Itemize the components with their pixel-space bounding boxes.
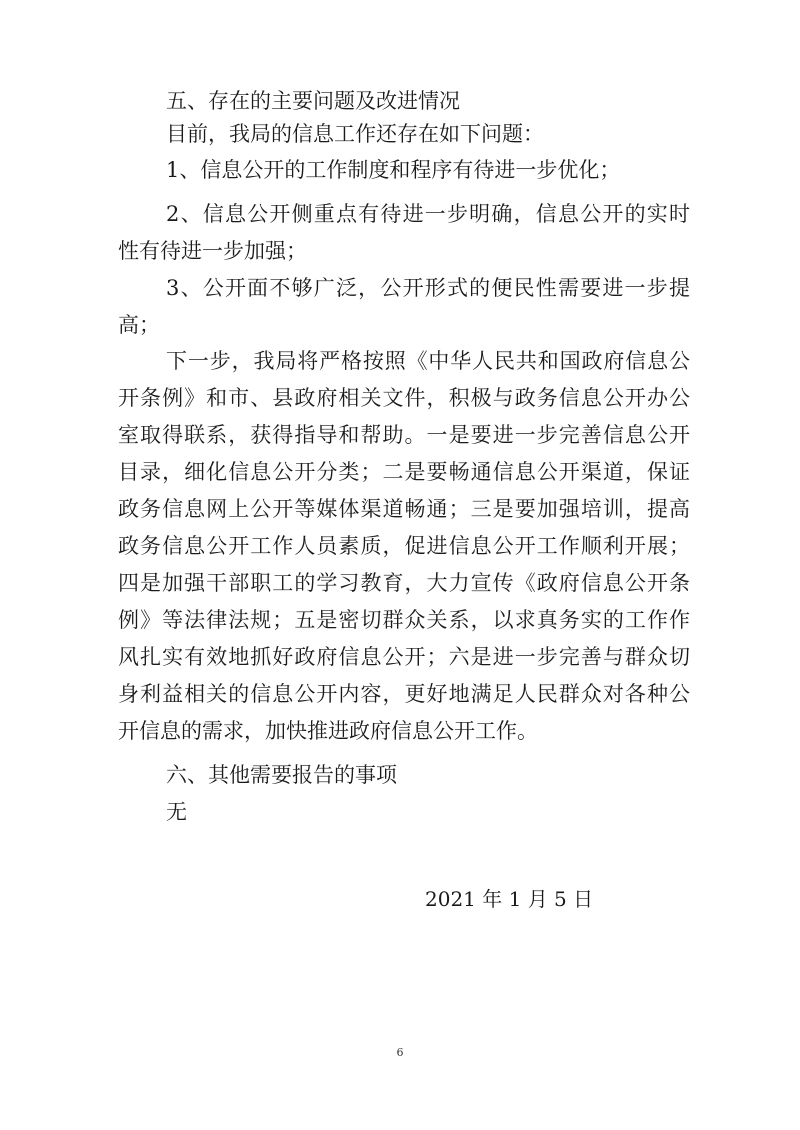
problem-1: 1、信息公开的工作制度和程序有待进一步优化；	[166, 158, 621, 182]
section6-content: 无	[166, 800, 187, 824]
next-steps-line: 开信息的需求，加快推进政府信息公开工作。	[118, 719, 538, 743]
next-steps-line: 身利益相关的信息公开内容，更好地满足人民群众对各种公	[118, 682, 690, 706]
problem-2-line2: 性有待进一步加强；	[118, 239, 307, 263]
problem-3-line1: 3、公开面不够广泛，公开形式的便民性需要进一步提	[166, 276, 690, 300]
next-steps-line: 四是加强干部职工的学习教育，大力宣传《政府信息公开条	[118, 571, 690, 595]
document-date: 2021 年 1 月 5 日	[425, 887, 594, 911]
problem-3-line2: 高；	[118, 313, 160, 337]
section5-heading: 五、存在的主要问题及改进情况	[166, 89, 460, 113]
next-steps-line: 目录，细化信息公开分类；二是要畅通信息公开渠道，保证	[118, 460, 690, 484]
section6-heading: 六、其他需要报告的事项	[166, 763, 397, 787]
next-steps-line: 政务信息公开工作人员素质，促进信息公开工作顺利开展；	[118, 534, 690, 558]
page-number: 6	[396, 1046, 404, 1059]
problem-2-line1: 2、信息公开侧重点有待进一步明确，信息公开的实时	[166, 202, 690, 226]
next-steps-line: 下一步，我局将严格按照《中华人民共和国政府信息公	[166, 349, 690, 373]
next-steps-line: 室取得联系，获得指导和帮助。一是要进一步完善信息公开	[118, 423, 690, 447]
next-steps-line: 政务信息网上公开等媒体渠道畅通；三是要加强培训，提高	[118, 497, 690, 521]
next-steps-line: 开条例》和市、县政府相关文件，积极与政务信息公开办公	[118, 386, 690, 410]
next-steps-line: 风扎实有效地抓好政府信息公开；六是进一步完善与群众切	[118, 645, 690, 669]
next-steps-line: 例》等法律法规；五是密切群众关系，以求真务实的工作作	[118, 608, 690, 632]
section5-intro: 目前，我局的信息工作还存在如下问题：	[166, 122, 544, 146]
